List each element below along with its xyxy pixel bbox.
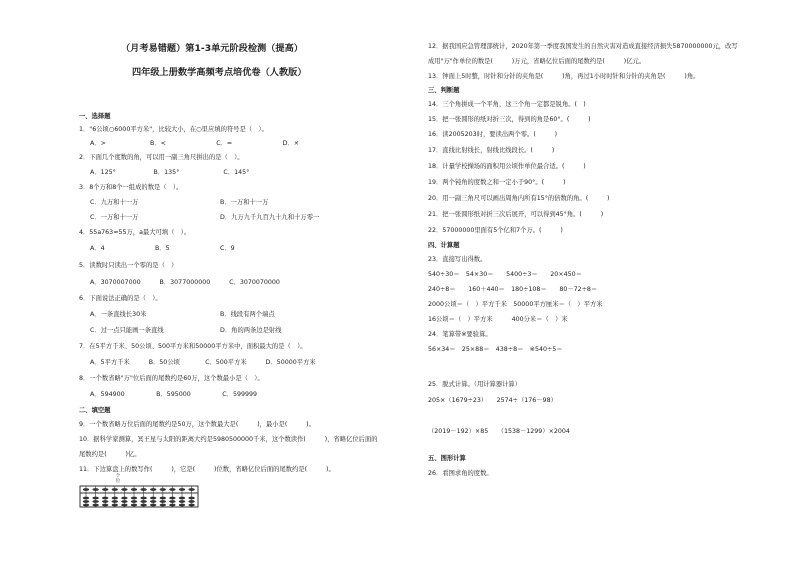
abacus-bead (131, 504, 137, 507)
abacus-label: 个位 (115, 474, 121, 484)
question-20: 20．用一副三角尺可以画出周角内所有15°的倍数的角。( ) (428, 195, 610, 202)
question-3-option-c: C．一万和十一万 (90, 214, 139, 221)
question-13: 13．钟面上5时整，时针和分针的夹角是( )角，再过1小时时针和分针的夹角是( )角。 (428, 73, 700, 80)
abacus-bead (188, 488, 194, 491)
abacus-bead (92, 488, 98, 491)
question-23: 23．直接写出得数。 (428, 256, 487, 263)
question-6-option-c: C．过一点只能画一条直线 (90, 327, 164, 334)
abacus-bead (102, 500, 108, 503)
abacus-bead (102, 504, 108, 507)
title-line-1: （月考易错题）第1-3单元阶段检测（提高） (121, 43, 303, 54)
abacus-bead (121, 497, 127, 500)
question-1-options: A．> B．< C．= D．× (90, 140, 299, 147)
abacus-bead (150, 488, 156, 491)
question-24: 24．笔算带※要验算。 (428, 331, 492, 338)
question-3-option-a: C．九万和十一万 (90, 199, 139, 206)
question-14: 14．三个角拼成一个平角，这三个角一定都是锐角。( ) (428, 101, 586, 108)
abacus-bead (140, 497, 146, 500)
question-5-options: A．3070007000 B．3077000000 C．3070070000 (90, 279, 280, 286)
abacus-bead (188, 500, 194, 503)
abacus-bead (121, 488, 127, 491)
abacus-bead (102, 497, 108, 500)
abacus-bead (121, 504, 127, 507)
question-4-options: A．4 B．5 C．9 (90, 245, 235, 252)
abacus-bead (188, 504, 194, 507)
abacus-bead (179, 504, 185, 507)
abacus-bead (150, 500, 156, 503)
question-23-row-4: 16公顷＝（ ）平方米 400分米＝（ ）米 (428, 316, 568, 323)
question-23-row-3: 2000公顷＝（ ）平方千米 50000平方厘米＝（ ）平方米 (428, 301, 603, 308)
question-6-option-a: A．一条直线长30米 (90, 311, 147, 318)
question-10: 10．据科学家测算，冥王星与太阳的距离大约是5980500000千米，这个数读作( )，省略亿位后面的 (79, 436, 378, 443)
question-23-row-1: 540÷30＝ 54×30＝ 5400÷3＝ 20×450＝ (428, 271, 582, 278)
abacus-bead (83, 497, 89, 500)
question-11: 11．下边算盘上的数写作( )，它是( )位数，省略亿位后面的尾数约是( )。 (79, 466, 335, 473)
abacus-bead (140, 504, 146, 507)
abacus-bead (150, 497, 156, 500)
question-21: 21．把一张圆形纸对折三次后展开，可以得到45°角。( ) (428, 211, 604, 218)
abacus-bead (140, 488, 146, 491)
question-15: 15．把一张圆形的纸对折三次，得到的角是60°。( ) (428, 116, 591, 123)
section-fill-heading: 二、填空题 (79, 407, 111, 414)
abacus-bead (102, 488, 108, 491)
question-25-row-1: 205×（1679÷23） 2574÷（176－98） (428, 397, 557, 404)
question-2: 2．下面几个度数的角，可以用一副三角尺拼出的是（ ）。 (79, 154, 244, 161)
question-1: 1．"6公顷○6000平方米"，比较大小，在○里应填的符号是（ ）。 (79, 126, 268, 133)
abacus-bead (92, 500, 98, 503)
section-judge-heading: 三、判断题 (428, 87, 460, 94)
section-choice-heading: 一、选择题 (79, 113, 111, 120)
abacus-bead (169, 500, 175, 503)
question-22: 22．57000000里面有5个亿和7个万。( ) (428, 227, 563, 234)
question-8-options: A．594900 B．595000 C．599999 (90, 391, 257, 398)
abacus-bead (179, 488, 185, 491)
question-25: 25．脱式计算。（用计算器计算） (428, 381, 522, 388)
question-5: 5．读数时只读出一个零的是（ ） (79, 262, 178, 269)
abacus-bead (83, 504, 89, 507)
question-23-row-2: 240÷8＝ 160＋440＝ 180÷108＝ 80－72÷8＝ (428, 286, 598, 293)
abacus-bead (179, 497, 185, 500)
question-12-cont: 成用"万"作单位的数是( )万元，省略亿位后面的尾数约是( )亿元。 (428, 58, 646, 65)
abacus-bead (131, 500, 137, 503)
question-9: 9．一个数省略万位后面的尾数约是50万，这个数最大是( )，最小是( )。 (79, 421, 315, 428)
abacus-bead (83, 500, 89, 503)
title-line-2: 四年级上册数学高频考点培优卷（人教版） (132, 67, 307, 78)
abacus-bead (112, 504, 118, 507)
question-2-options: A．125° B．135° C．145° (90, 169, 250, 176)
abacus-bead (160, 497, 166, 500)
abacus-bead (169, 488, 175, 491)
abacus-bead (131, 497, 137, 500)
abacus-bead (112, 500, 118, 503)
abacus-bead (92, 504, 98, 507)
question-6-option-b: B．线段有两个端点 (220, 311, 275, 318)
question-25-row-2: （2019－192）×85 （1538－1299）×2004 (428, 428, 570, 435)
abacus-bead (150, 504, 156, 507)
abacus-bead (188, 497, 194, 500)
abacus-bead (92, 497, 98, 500)
abacus-bead (160, 504, 166, 507)
question-26: 26．看图求角的度数。 (428, 470, 493, 477)
question-19: 19．两个钝角的度数之和一定小于90°。( ) (428, 179, 566, 186)
question-3: 3．8个万和8个一组成的数是（ ）。 (79, 184, 183, 191)
abacus-bead (160, 500, 166, 503)
question-7-options: A．5平方千米 B．50公顷 C．500平方米 D．50000平方米 (90, 359, 316, 366)
section-geometry-heading: 五、图形计算 (428, 455, 466, 462)
question-3-option-b: B．一万和十一万 (220, 199, 269, 206)
question-6: 6．下面说法正确的是（ ）。 (79, 295, 162, 302)
abacus-bead (179, 500, 185, 503)
question-12: 12．据我国应急管理部统计，2020年第一季度我国发生的自然灾害对造成直接经济损失5870000000元，改写 (428, 43, 738, 50)
abacus-bead (83, 488, 89, 491)
abacus-bead (112, 488, 118, 491)
question-17: 17．直线比射线长，射线比线段长。( ) (428, 147, 555, 154)
question-6-option-d: D．角的两条边是射线 (220, 327, 282, 334)
abacus-figure (79, 482, 199, 508)
abacus-bead (169, 504, 175, 507)
question-4: 4．55a763≈55万，a最大可填（ ）。 (79, 229, 191, 236)
question-18: 18．计量学校操场的面积用公顷作单位最合适。( ) (428, 163, 586, 170)
question-8: 8．一个数省略"万"位后面的尾数约是60万，这个数最小是（ ）。 (79, 375, 264, 382)
question-7: 7．在5平方千米、50公顷、500平方米和50000平方米中，面积最大的是（ ）。 (79, 343, 307, 350)
abacus-bead (140, 500, 146, 503)
abacus-bead (169, 497, 175, 500)
question-16: 16．读2005203时，要读出两个零。( ) (428, 131, 558, 138)
question-10-cont: 尾数约是( )亿。 (79, 451, 141, 458)
question-3-option-d: D．九万九千九百九十九和十万零一 (220, 214, 320, 221)
question-24-row: 56×34＝ 25×88＝ 438÷8＝ ※540÷5＝ (428, 346, 563, 353)
abacus-bead (121, 500, 127, 503)
section-calc-heading: 四、计算题 (428, 242, 460, 249)
abacus-bead (160, 488, 166, 491)
abacus-bead (131, 488, 137, 491)
abacus-bead (112, 497, 118, 500)
